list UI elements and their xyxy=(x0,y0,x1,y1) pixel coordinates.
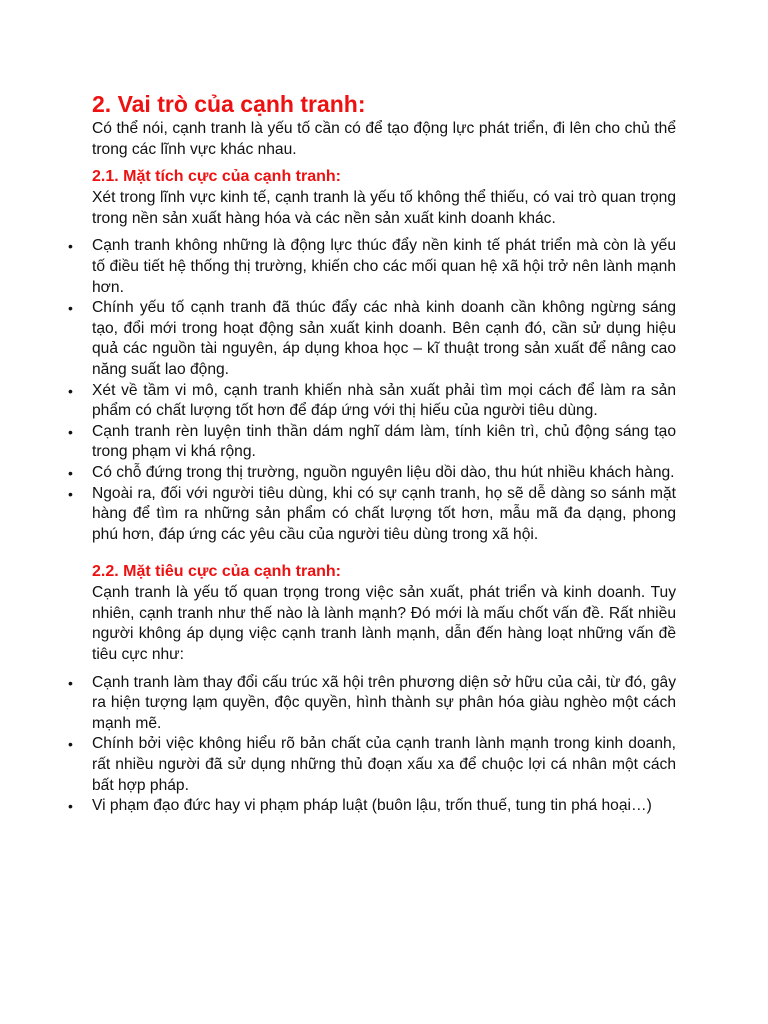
list-item-text: Cạnh tranh làm thay đổi cấu trúc xã hội trên phương diện sở hữu của cải, từ đó, gây ra hiện tượng lạm quyền, độc quyền, hình thành sự phân hóa giàu nghèo một cách mạnh mẽ. xyxy=(92,673,676,732)
list-item xyxy=(68,298,676,380)
bullet-icon: • xyxy=(68,382,73,399)
negative-list xyxy=(68,673,676,817)
list-item xyxy=(68,673,676,735)
bullet-icon: • xyxy=(68,736,73,753)
list-item-text: Cạnh tranh rèn luyện tinh thần dám nghĩ dám làm, tính kiên trì, chủ động sáng tạo trong phạm vi khá rộng. xyxy=(92,422,676,461)
list-item xyxy=(68,796,676,817)
list-item-text: Chính bởi việc không hiểu rõ bản chất của cạnh tranh lành mạnh trong kinh doanh, rất nhiều người đã sử dụng những thủ đoạn xấu xa để chuộc lợi cá nhân một cách bất hợp pháp. xyxy=(92,735,676,794)
list-item-text: Chính yếu tố cạnh tranh đã thúc đẩy các nhà kinh doanh cần không ngừng sáng tạo, đổi mới trong hoạt động sản xuất kinh doanh. Bên cạnh đó, cần sử dụng hiệu quả các nguồn tài nguyên, áp dụng khoa học – kĩ thuật trong sản xuất để nâng cao năng suất lao động. xyxy=(92,299,676,378)
list-item xyxy=(68,463,676,484)
list-item xyxy=(68,422,676,463)
list-item-text: Có chỗ đứng trong thị trường, nguồn nguyên liệu dồi dào, thu hút nhiều khách hàng. xyxy=(92,463,675,481)
bullet-icon: • xyxy=(68,798,73,815)
bullet-icon: • xyxy=(68,485,73,502)
list-item xyxy=(68,734,676,796)
bullet-icon: • xyxy=(68,300,73,317)
list-item-text: Ngoài ra, đối với người tiêu dùng, khi có sự cạnh tranh, họ sẽ dễ dàng so sánh mặt hàng để tìm ra những sản phẩm có chất lượng tốt hơn, mẫu mã đa dạng, phong phú hơn, đáp ứng các yêu cầu của người tiêu dùng trong xã hội. xyxy=(92,484,676,543)
subsection-heading-negative: 2.2. Mặt tiêu cực của cạnh tranh: xyxy=(92,563,341,581)
bullet-icon: • xyxy=(68,238,73,255)
list-item xyxy=(68,381,676,422)
subsection-intro-negative: Cạnh tranh là yếu tố quan trọng trong việc sản xuất, phát triển và kinh doanh. Tuy nhiên, cạnh tranh như thế nào là lành mạnh? Đó mới là mấu chốt vấn đề. Rất nhiều người không áp dụng việc cạnh tranh lành mạnh, dẫn đến hàng loạt những vấn đề tiêu cực như: xyxy=(92,584,676,664)
list-item-text: Cạnh tranh không những là động lực thúc đẩy nền kinh tế phát triển mà còn là yếu tố điều tiết hệ thống thị trường, khiến cho các mối quan hệ xã hội trở nên lành mạnh hơn. xyxy=(92,237,676,296)
subsection-intro-positive: Xét trong lĩnh vực kinh tế, cạnh tranh là yếu tố không thể thiếu, có vai trò quan trọng trong nền sản xuất hàng hóa và các nền sản xuất kinh doanh khác. xyxy=(92,189,676,227)
list-item-text: Vi phạm đạo đức hay vi phạm pháp luật (buôn lậu, trốn thuế, tung tin phá hoại…) xyxy=(92,797,652,815)
subsection-heading-positive: 2.1. Mặt tích cực của cạnh tranh: xyxy=(92,168,341,186)
bullet-icon: • xyxy=(68,423,73,440)
list-item-text: Xét về tầm vi mô, cạnh tranh khiến nhà sản xuất phải tìm mọi cách để làm ra sản phẩm có chất lượng tốt hơn để đáp ứng với thị hiếu của người tiêu dùng. xyxy=(92,381,676,420)
section-title: 2. Vai trò của cạnh tranh: xyxy=(92,91,366,117)
bullet-icon: • xyxy=(68,674,73,691)
list-item xyxy=(68,484,676,546)
list-item xyxy=(68,236,676,298)
bullet-icon: • xyxy=(68,464,73,481)
positive-list xyxy=(68,236,676,545)
section-intro: Có thể nói, cạnh tranh là yếu tố cần có để tạo động lực phát triển, đi lên cho chủ thể trong các lĩnh vực khác nhau. xyxy=(92,120,676,158)
